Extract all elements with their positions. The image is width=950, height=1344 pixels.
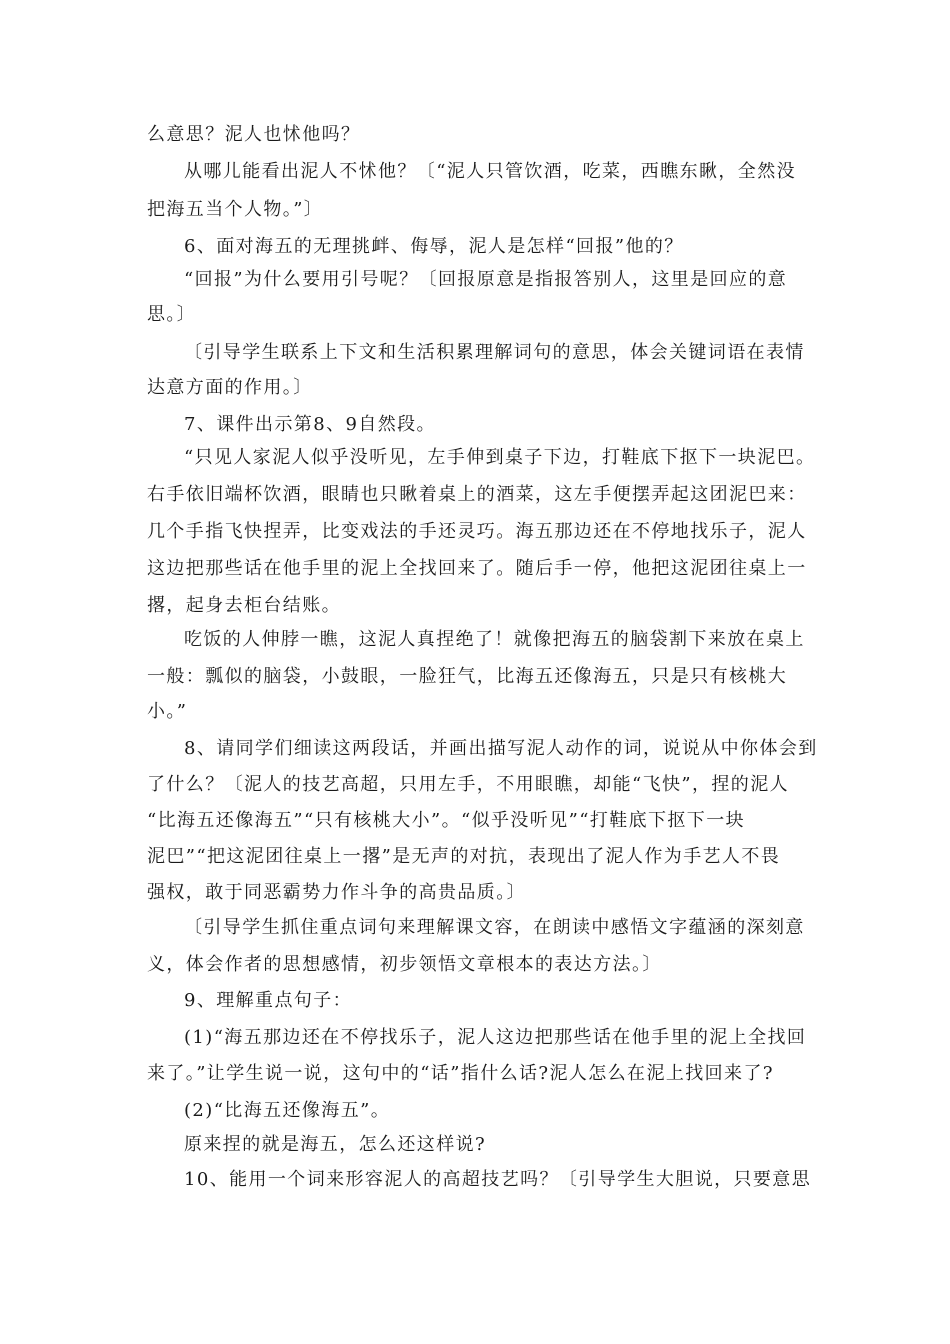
text-line: (2)“比海五还像海五”。 xyxy=(184,1100,391,1121)
text-line: 达意方面的作用。〕 xyxy=(147,377,313,398)
text-line: 8、请同学们细读这两段话，并画出描写泥人动作的词，说说从中你体会到 xyxy=(184,738,818,759)
text-line: 〔引导学生抓住重点词句来理解课文容，在朗读中感悟文字蕴涵的深刻意 xyxy=(184,917,805,938)
text-line: 泥巴”“把这泥团往桌上一撂”是无声的对抗，表现出了泥人作为手艺人不畏 xyxy=(147,846,781,867)
text-line: 了什么？〔泥人的技艺高超，只用左手，不用眼瞧，却能“飞快”，捏的泥人 xyxy=(147,774,790,795)
text-line: 9、理解重点句子： xyxy=(184,990,353,1011)
text-line: 义，体会作者的思想感情，初步领悟文章根本的表达方法。〕 xyxy=(147,954,662,975)
text-line: 原来捏的就是海五，怎么还这样说? xyxy=(184,1134,487,1155)
text-line: 几个手指飞快捏弄，比变戏法的手还灵巧。海五那边还在不停地找乐子，泥人 xyxy=(147,521,807,542)
text-line: 吃饭的人伸脖一瞧，这泥人真捏绝了！就像把海五的脑袋割下来放在桌上 xyxy=(184,629,805,650)
text-line: 10、能用一个词来形容泥人的高超技艺吗？〔引导学生大胆说，只要意思 xyxy=(184,1169,812,1190)
text-line: (1)“海五那边还在不停找乐子，泥人这边把那些话在他手里的泥上全找回 xyxy=(184,1027,807,1048)
text-line: 7、课件出示第8、9自然段。 xyxy=(184,414,436,435)
text-line: 思。〕 xyxy=(147,304,197,325)
text-line: “比海五还像海五”“只有核桃大小”。“似乎没听见”“打鞋底下抠下一块 xyxy=(147,810,746,831)
text-line: 来了。”让学生说一说，这句中的“话”指什么话?泥人怎么在泥上找回来了? xyxy=(147,1063,774,1084)
text-line: 小。” xyxy=(147,701,188,722)
text-line: 从哪儿能看出泥人不怵他？〔“泥人只管饮酒，吃菜，西瞧东瞅，全然没 xyxy=(184,161,796,182)
text-line: “只见人家泥人似乎没听见，左手伸到桌子下边，打鞋底下抠下一块泥巴。 xyxy=(184,447,816,468)
text-line: “回报”为什么要用引号呢？〔回报原意是指报答别人，这里是回应的意 xyxy=(184,269,788,290)
text-line: 右手依旧端杯饮酒，眼睛也只瞅着桌上的酒菜，这左手便摆弄起这团泥巴来： xyxy=(147,484,807,505)
text-line: 这边把那些话在他手里的泥上全找回来了。随后手一停，他把这泥团往桌上一 xyxy=(147,558,807,579)
text-line: 把海五当个人物。”〕 xyxy=(147,199,324,220)
text-line: 撂，起身去柜台结账。 xyxy=(147,595,341,616)
text-line: 〔引导学生联系上下文和生活积累理解词句的意思，体会关键词语在表情 xyxy=(184,342,805,363)
text-line: 一般：瓢似的脑袋，小鼓眼，一脸狂气，比海五还像海五，只是只有核桃大 xyxy=(147,666,788,687)
text-line: 强权，敢于同恶霸势力作斗争的高贵品质。〕 xyxy=(147,882,526,903)
text-line: 么意思？泥人也怵他吗？ xyxy=(147,124,361,145)
text-line: 6、面对海五的无理挑衅、侮辱，泥人是怎样“回报”他的？ xyxy=(184,236,684,257)
